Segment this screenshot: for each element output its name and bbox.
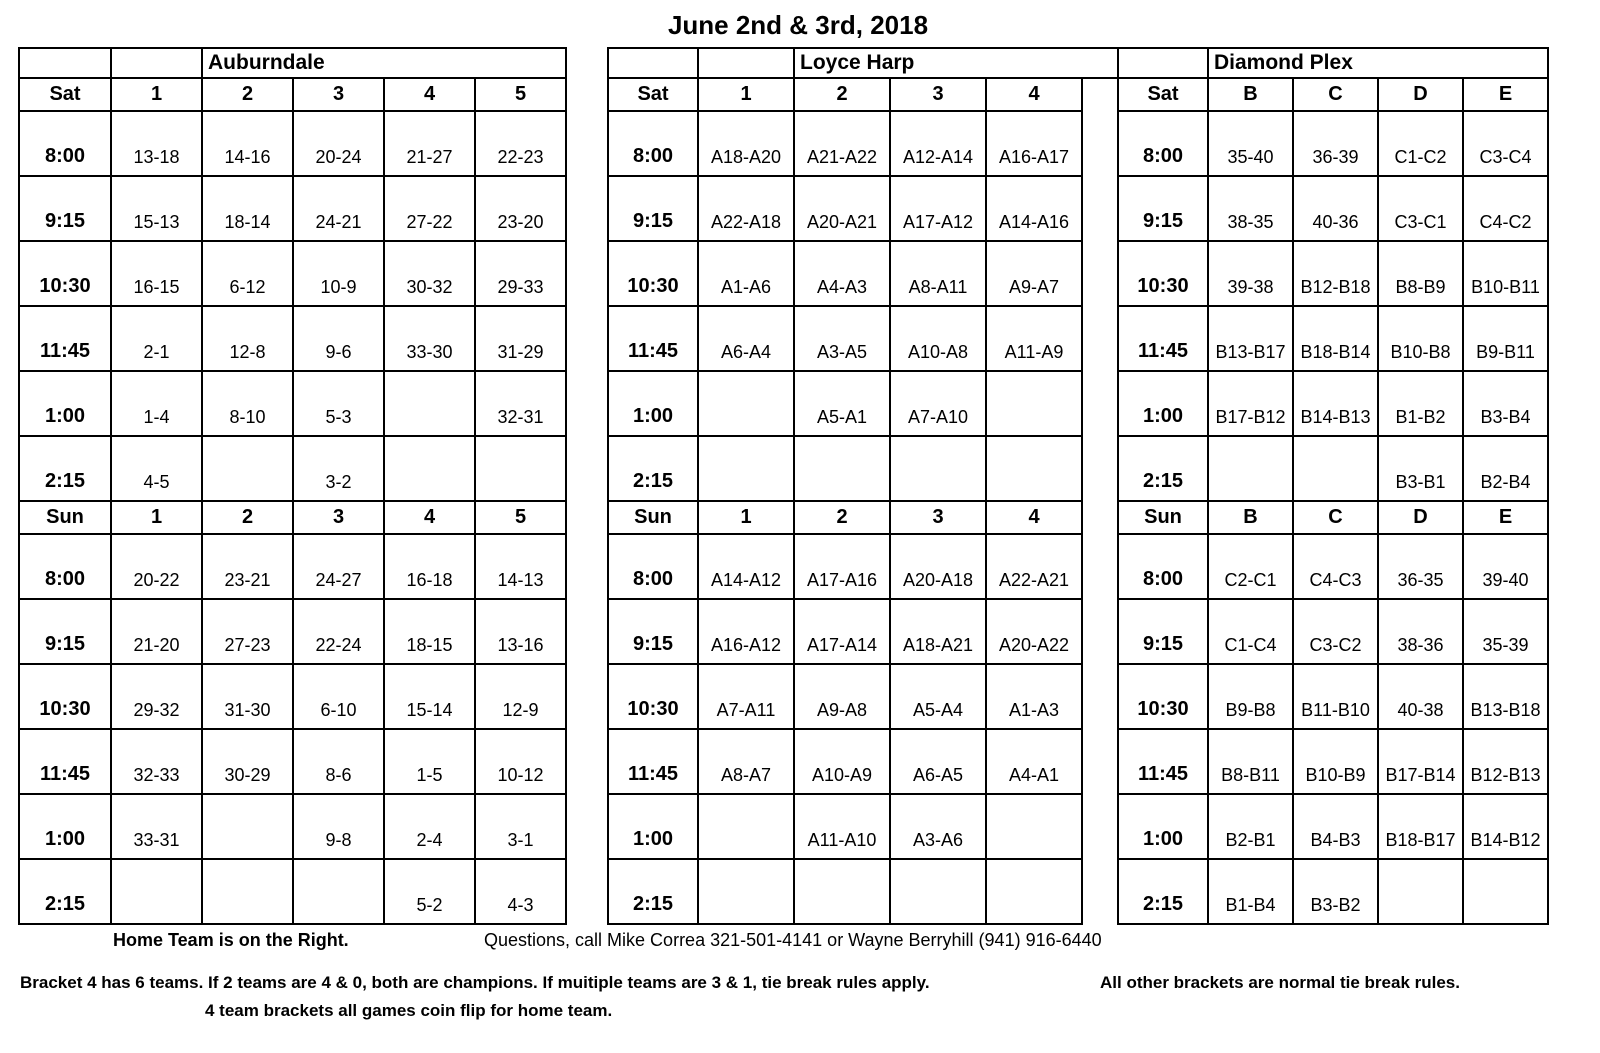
matchup-cell: A9-A7 — [986, 241, 1082, 306]
field-header: B — [1208, 78, 1293, 111]
matchup-cell — [986, 859, 1082, 924]
matchup-cell — [986, 436, 1082, 501]
schedule-row — [1118, 664, 1548, 729]
matchup-cell — [293, 859, 384, 924]
field-header: 5 — [475, 501, 566, 534]
matchup-cell: A5-A4 — [890, 664, 986, 729]
venue-title: Auburndale — [202, 48, 566, 78]
schedule-row — [19, 436, 566, 501]
time-cell: 2:15 — [19, 436, 111, 501]
matchup-cell: A10-A8 — [890, 306, 986, 371]
matchup-cell — [890, 436, 986, 501]
spacer-cell — [1082, 78, 1117, 111]
matchup-cell: A17-A12 — [890, 176, 986, 241]
matchup-cell: A20-A18 — [890, 534, 986, 599]
field-header: 3 — [890, 501, 986, 534]
schedule-row — [608, 111, 1117, 176]
matchup-cell: A11-A10 — [794, 794, 890, 859]
time-cell: 8:00 — [19, 111, 111, 176]
matchup-cell: B1-B2 — [1378, 371, 1463, 436]
matchup-cell: 21-27 — [384, 111, 475, 176]
matchup-cell: A17-A16 — [794, 534, 890, 599]
day-label-sunday: Sun — [19, 501, 111, 534]
matchup-cell: 39-38 — [1208, 241, 1293, 306]
venue-tables-row — [18, 47, 1600, 925]
field-header: 1 — [698, 501, 794, 534]
matchup-cell: 29-33 — [475, 241, 566, 306]
schedule-row — [19, 176, 566, 241]
matchup-cell: B10-B8 — [1378, 306, 1463, 371]
matchup-cell: 14-13 — [475, 534, 566, 599]
day-label-saturday: Sat — [19, 78, 111, 111]
day-label-saturday: Sat — [1118, 78, 1208, 111]
matchup-cell: 40-36 — [1293, 176, 1378, 241]
field-header: B — [1208, 501, 1293, 534]
field-header: 2 — [202, 78, 293, 111]
matchup-cell: A1-A6 — [698, 241, 794, 306]
spacer-cell — [1082, 859, 1117, 924]
matchup-cell: 30-29 — [202, 729, 293, 794]
matchup-cell — [384, 371, 475, 436]
schedule-row — [608, 859, 1117, 924]
matchup-cell: A3-A6 — [890, 794, 986, 859]
schedule-row — [1118, 436, 1548, 501]
home-team-note: Home Team is on the Right. — [113, 930, 349, 950]
schedule-row — [1118, 241, 1548, 306]
field-header: 4 — [986, 501, 1082, 534]
time-cell: 9:15 — [1118, 599, 1208, 664]
matchup-cell — [202, 794, 293, 859]
field-header: D — [1378, 501, 1463, 534]
field-header: C — [1293, 501, 1378, 534]
matchup-cell: A11-A9 — [986, 306, 1082, 371]
matchup-cell: A6-A4 — [698, 306, 794, 371]
time-cell: 10:30 — [1118, 241, 1208, 306]
matchup-cell: A7-A11 — [698, 664, 794, 729]
matchup-cell: 3-1 — [475, 794, 566, 859]
matchup-cell: 1-4 — [111, 371, 202, 436]
schedule-row — [608, 729, 1117, 794]
schedule-row — [1118, 371, 1548, 436]
matchup-cell — [698, 794, 794, 859]
matchup-cell: 4-5 — [111, 436, 202, 501]
matchup-cell: B12-B13 — [1463, 729, 1548, 794]
matchup-cell — [794, 436, 890, 501]
schedule-row — [608, 436, 1117, 501]
matchup-cell: 12-9 — [475, 664, 566, 729]
schedule-row — [19, 534, 566, 599]
time-cell: 8:00 — [1118, 111, 1208, 176]
matchup-cell: A6-A5 — [890, 729, 986, 794]
field-header: 2 — [202, 501, 293, 534]
matchup-cell — [794, 859, 890, 924]
matchup-cell: C1-C2 — [1378, 111, 1463, 176]
time-cell: 10:30 — [1118, 664, 1208, 729]
matchup-cell: B10-B9 — [1293, 729, 1378, 794]
matchup-cell: C3-C2 — [1293, 599, 1378, 664]
schedule-row — [19, 306, 566, 371]
matchup-cell: 10-12 — [475, 729, 566, 794]
matchup-cell: 3-2 — [293, 436, 384, 501]
matchup-cell: A4-A1 — [986, 729, 1082, 794]
venue-table-auburndale — [18, 47, 567, 925]
matchup-cell: 14-16 — [202, 111, 293, 176]
matchup-cell: 24-21 — [293, 176, 384, 241]
matchup-cell: 16-18 — [384, 534, 475, 599]
venue-title: Diamond Plex — [1208, 48, 1548, 78]
matchup-cell: 18-15 — [384, 599, 475, 664]
spacer-cell — [1082, 664, 1117, 729]
matchup-cell: C3-C4 — [1463, 111, 1548, 176]
matchup-cell: A17-A14 — [794, 599, 890, 664]
time-cell: 8:00 — [19, 534, 111, 599]
field-header: 1 — [111, 78, 202, 111]
matchup-cell — [890, 859, 986, 924]
matchup-cell: B2-B4 — [1463, 436, 1548, 501]
matchup-cell: 40-38 — [1378, 664, 1463, 729]
day-label-sunday: Sun — [1118, 501, 1208, 534]
matchup-cell: B14-B12 — [1463, 794, 1548, 859]
matchup-cell: 39-40 — [1463, 534, 1548, 599]
title-row-blank-cell — [608, 48, 698, 78]
matchup-cell: 15-14 — [384, 664, 475, 729]
title-row-blank-cell — [698, 48, 794, 78]
other-brackets-rule-note: All other brackets are normal tie break rules. — [1100, 973, 1460, 992]
matchup-cell: 32-31 — [475, 371, 566, 436]
schedule-row — [19, 599, 566, 664]
schedule-row — [19, 241, 566, 306]
time-cell: 1:00 — [1118, 794, 1208, 859]
matchup-cell: A16-A12 — [698, 599, 794, 664]
schedule-row — [1118, 794, 1548, 859]
matchup-cell: 20-22 — [111, 534, 202, 599]
matchup-cell: A14-A16 — [986, 176, 1082, 241]
field-header: D — [1378, 78, 1463, 111]
matchup-cell — [111, 859, 202, 924]
field-header: 3 — [890, 78, 986, 111]
matchup-cell: B2-B1 — [1208, 794, 1293, 859]
time-cell: 10:30 — [608, 241, 698, 306]
field-header: 1 — [698, 78, 794, 111]
matchup-cell — [986, 794, 1082, 859]
time-cell: 8:00 — [608, 534, 698, 599]
spacer-cell — [1082, 599, 1117, 664]
matchup-cell: 18-14 — [202, 176, 293, 241]
footer-line — [18, 925, 1600, 955]
matchup-cell: 10-9 — [293, 241, 384, 306]
matchup-cell: 30-32 — [384, 241, 475, 306]
matchup-cell: 38-36 — [1378, 599, 1463, 664]
time-cell: 11:45 — [1118, 306, 1208, 371]
matchup-cell: 35-39 — [1463, 599, 1548, 664]
matchup-cell: B17-B14 — [1378, 729, 1463, 794]
matchup-cell: 12-8 — [202, 306, 293, 371]
matchup-cell: 22-23 — [475, 111, 566, 176]
matchup-cell: B13-B17 — [1208, 306, 1293, 371]
matchup-cell: A9-A8 — [794, 664, 890, 729]
schedule-row — [1118, 729, 1548, 794]
time-cell: 10:30 — [19, 664, 111, 729]
matchup-cell: 31-30 — [202, 664, 293, 729]
matchup-cell: 9-6 — [293, 306, 384, 371]
time-cell: 11:45 — [19, 306, 111, 371]
spacer-cell — [1082, 241, 1117, 306]
schedule-row — [608, 176, 1117, 241]
matchup-cell: 8-6 — [293, 729, 384, 794]
matchup-cell: A22-A18 — [698, 176, 794, 241]
matchup-cell: 29-32 — [111, 664, 202, 729]
schedule-row — [19, 794, 566, 859]
matchup-cell: 24-27 — [293, 534, 384, 599]
title-row-blank-cell — [111, 48, 202, 78]
matchup-cell: 36-35 — [1378, 534, 1463, 599]
schedule-row — [1118, 111, 1548, 176]
spacer-cell — [1082, 306, 1117, 371]
matchup-cell: A21-A22 — [794, 111, 890, 176]
matchup-cell: A8-A7 — [698, 729, 794, 794]
spacer-cell — [1082, 794, 1117, 859]
day-label-sunday: Sun — [608, 501, 698, 534]
schedule-row — [19, 664, 566, 729]
matchup-cell: A20-A22 — [986, 599, 1082, 664]
field-header: 3 — [293, 78, 384, 111]
schedule-row — [608, 534, 1117, 599]
matchup-cell: B13-B18 — [1463, 664, 1548, 729]
venue-table-loyce-harp — [607, 47, 1117, 925]
matchup-cell — [202, 436, 293, 501]
schedule-row — [19, 111, 566, 176]
schedule-row — [608, 664, 1117, 729]
matchup-cell: 23-20 — [475, 176, 566, 241]
matchup-cell — [986, 371, 1082, 436]
coin-flip-rule-note: 4 team brackets all games coin flip for home team. — [205, 1001, 613, 1020]
time-cell: 8:00 — [608, 111, 698, 176]
bracket-4-rule-note: Bracket 4 has 6 teams. If 2 teams are 4 & 0, both are champions. If muitiple teams are 3 & 1, tie break rules apply. — [20, 973, 930, 992]
matchup-cell: A4-A3 — [794, 241, 890, 306]
matchup-cell — [1463, 859, 1548, 924]
matchup-cell: 13-16 — [475, 599, 566, 664]
time-cell: 2:15 — [19, 859, 111, 924]
matchup-cell: B1-B4 — [1208, 859, 1293, 924]
schedule-row — [19, 859, 566, 924]
schedule-row — [608, 241, 1117, 306]
matchup-cell — [1293, 436, 1378, 501]
matchup-cell: B18-B17 — [1378, 794, 1463, 859]
time-cell: 9:15 — [1118, 176, 1208, 241]
matchup-cell: 13-18 — [111, 111, 202, 176]
matchup-cell: A18-A20 — [698, 111, 794, 176]
matchup-cell: B10-B11 — [1463, 241, 1548, 306]
schedule-row — [608, 371, 1117, 436]
matchup-cell: 16-15 — [111, 241, 202, 306]
time-cell: 1:00 — [19, 371, 111, 436]
matchup-cell: 9-8 — [293, 794, 384, 859]
matchup-cell: B9-B11 — [1463, 306, 1548, 371]
matchup-cell — [475, 436, 566, 501]
schedule-row — [1118, 176, 1548, 241]
schedule-row — [1118, 306, 1548, 371]
field-header: 4 — [986, 78, 1082, 111]
bracket-rules-line — [18, 973, 1600, 999]
field-header: E — [1463, 78, 1548, 111]
time-cell: 11:45 — [608, 306, 698, 371]
matchup-cell: A1-A3 — [986, 664, 1082, 729]
day-label-saturday: Sat — [608, 78, 698, 111]
matchup-cell: B4-B3 — [1293, 794, 1378, 859]
time-cell: 1:00 — [19, 794, 111, 859]
schedule-row — [1118, 859, 1548, 924]
matchup-cell: C1-C4 — [1208, 599, 1293, 664]
matchup-cell: B8-B9 — [1378, 241, 1463, 306]
matchup-cell: C2-C1 — [1208, 534, 1293, 599]
matchup-cell — [698, 436, 794, 501]
matchup-cell: B8-B11 — [1208, 729, 1293, 794]
matchup-cell: 20-24 — [293, 111, 384, 176]
matchup-cell: B17-B12 — [1208, 371, 1293, 436]
field-header: 1 — [111, 501, 202, 534]
field-header: 2 — [794, 78, 890, 111]
matchup-cell: 31-29 — [475, 306, 566, 371]
matchup-cell — [384, 436, 475, 501]
matchup-cell: A5-A1 — [794, 371, 890, 436]
matchup-cell: 23-21 — [202, 534, 293, 599]
time-cell: 9:15 — [608, 599, 698, 664]
matchup-cell: B3-B4 — [1463, 371, 1548, 436]
time-cell: 11:45 — [608, 729, 698, 794]
matchup-cell: 35-40 — [1208, 111, 1293, 176]
spacer-cell — [1082, 176, 1117, 241]
schedule-row — [608, 794, 1117, 859]
spacer-cell — [1082, 534, 1117, 599]
spacer-cell — [1082, 111, 1117, 176]
time-cell: 2:15 — [1118, 859, 1208, 924]
schedule-row — [1118, 534, 1548, 599]
schedule-row — [19, 371, 566, 436]
matchup-cell: 36-39 — [1293, 111, 1378, 176]
matchup-cell: 2-4 — [384, 794, 475, 859]
matchup-cell: 27-23 — [202, 599, 293, 664]
time-cell: 9:15 — [19, 599, 111, 664]
matchup-cell: B3-B1 — [1378, 436, 1463, 501]
matchup-cell: 15-13 — [111, 176, 202, 241]
field-header: C — [1293, 78, 1378, 111]
matchup-cell — [1208, 436, 1293, 501]
title-row-blank-cell — [19, 48, 111, 78]
matchup-cell: C3-C1 — [1378, 176, 1463, 241]
matchup-cell: 6-10 — [293, 664, 384, 729]
matchup-cell: B9-B8 — [1208, 664, 1293, 729]
venue-table-diamond-plex — [1117, 47, 1549, 925]
field-header: 4 — [384, 501, 475, 534]
schedule-row — [608, 306, 1117, 371]
questions-contact-note: Questions, call Mike Correa 321-501-4141 or Wayne Berryhill (941) 916-6440 — [484, 930, 1102, 950]
matchup-cell: A8-A11 — [890, 241, 986, 306]
matchup-cell — [698, 859, 794, 924]
page-title: June 2nd & 3rd, 2018 — [667, 10, 929, 40]
matchup-cell: C4-C3 — [1293, 534, 1378, 599]
matchup-cell — [202, 859, 293, 924]
spacer-cell — [1082, 729, 1117, 794]
matchup-cell: A14-A12 — [698, 534, 794, 599]
time-cell: 10:30 — [608, 664, 698, 729]
matchup-cell: A22-A21 — [986, 534, 1082, 599]
matchup-cell: 27-22 — [384, 176, 475, 241]
spacer-cell — [1082, 501, 1117, 534]
time-cell: 2:15 — [608, 859, 698, 924]
time-cell: 8:00 — [1118, 534, 1208, 599]
matchup-cell: A10-A9 — [794, 729, 890, 794]
matchup-cell: 2-1 — [111, 306, 202, 371]
matchup-cell: 38-35 — [1208, 176, 1293, 241]
matchup-cell: 22-24 — [293, 599, 384, 664]
field-header: 5 — [475, 78, 566, 111]
time-cell: 2:15 — [608, 436, 698, 501]
matchup-cell: A16-A17 — [986, 111, 1082, 176]
matchup-cell: 1-5 — [384, 729, 475, 794]
matchup-cell: A3-A5 — [794, 306, 890, 371]
matchup-cell: B11-B10 — [1293, 664, 1378, 729]
matchup-cell: 8-10 — [202, 371, 293, 436]
matchup-cell: C4-C2 — [1463, 176, 1548, 241]
matchup-cell: A12-A14 — [890, 111, 986, 176]
field-header: E — [1463, 501, 1548, 534]
matchup-cell: B14-B13 — [1293, 371, 1378, 436]
matchup-cell: B12-B18 — [1293, 241, 1378, 306]
matchup-cell: 21-20 — [111, 599, 202, 664]
time-cell: 10:30 — [19, 241, 111, 306]
time-cell: 2:15 — [1118, 436, 1208, 501]
matchup-cell: 32-33 — [111, 729, 202, 794]
matchup-cell: B3-B2 — [1293, 859, 1378, 924]
spacer-cell — [1082, 436, 1117, 501]
time-cell: 11:45 — [19, 729, 111, 794]
matchup-cell: 33-31 — [111, 794, 202, 859]
matchup-cell: 5-2 — [384, 859, 475, 924]
time-cell: 9:15 — [19, 176, 111, 241]
schedule-row — [1118, 599, 1548, 664]
matchup-cell: A7-A10 — [890, 371, 986, 436]
field-header: 3 — [293, 501, 384, 534]
time-cell: 1:00 — [1118, 371, 1208, 436]
spacer-cell — [1082, 371, 1117, 436]
matchup-cell: B18-B14 — [1293, 306, 1378, 371]
matchup-cell: A18-A21 — [890, 599, 986, 664]
matchup-cell: 4-3 — [475, 859, 566, 924]
schedule-row — [19, 729, 566, 794]
time-cell: 11:45 — [1118, 729, 1208, 794]
time-cell: 9:15 — [608, 176, 698, 241]
time-cell: 1:00 — [608, 371, 698, 436]
matchup-cell — [698, 371, 794, 436]
matchup-cell: A20-A21 — [794, 176, 890, 241]
matchup-cell: 33-30 — [384, 306, 475, 371]
matchup-cell: 5-3 — [293, 371, 384, 436]
field-header: 2 — [794, 501, 890, 534]
schedule-row — [608, 599, 1117, 664]
matchup-cell — [1378, 859, 1463, 924]
time-cell: 1:00 — [608, 794, 698, 859]
field-header: 4 — [384, 78, 475, 111]
title-row-blank-cell — [1118, 48, 1208, 78]
matchup-cell: 6-12 — [202, 241, 293, 306]
venue-title: Loyce Harp — [794, 48, 1117, 78]
